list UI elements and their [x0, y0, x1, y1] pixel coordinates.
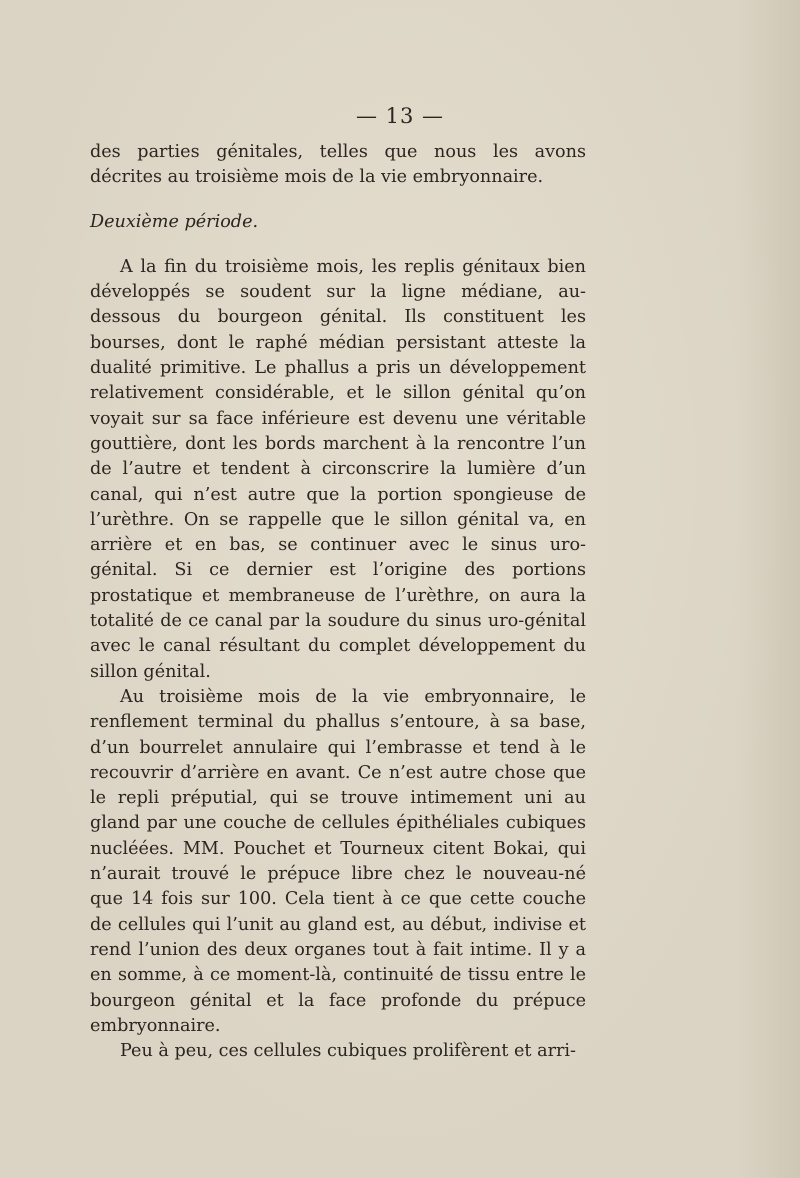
page-number: — 13 — — [355, 104, 445, 128]
section-heading: Deuxième période. — [90, 211, 259, 232]
paragraph-2: Au troisième mois de la vie embryonnaire, le renflement terminal du phallus s’entoure, à sa base, d’un bourrelet annulaire qui l’embrasse et tend à le recouvrir d’arrière en avant. Ce n’est autre chose que le repli préputial, qui se trouve intimement uni au gland par une couche de cellules épithéliales cubiques nucléées. MM. Pouchet et Tourneux citent Bokai, qui n’aurait trouvé le prépuce libre chez le nouveau-né que 14 fois sur 100. Cela tient à ce que cette couche de cellules qui l’unit au gland est, au début, indivise et rend l’union des deux organes tout à fait intime. Il y a en somme, à ce moment-là, continuité de tissu entre le bourgeon génital et la face profonde du prépuce embryonnaire. — [90, 686, 586, 1036]
intro-paragraph: des parties génitales, telles que nous les avons décrites au troisième mois de la vie embryonnaire. — [90, 142, 586, 188]
paragraph-3: Peu à peu, ces cellules cubiques prolifèrent et arri- — [120, 1041, 576, 1062]
body-text — [90, 140, 586, 1064]
paragraph-1: A la fin du troisième mois, les replis génitaux bien développés se soudent sur la ligne médiane, au-dessous du bourgeon génital. Ils constituent les bourses, dont le raphé médian persistant atteste la dualité primitive. Le phallus a pris un développement relativement considérable, et le sillon génital qu’on voyait sur sa face inférieure est devenu une véritable gouttière, dont les bords marchent à la rencontre l’un de l’autre et tendent à circonscrire la lumière d’un canal, qui n’est autre que la portion spongieuse de l’urèthre. On se rappelle que le sillon génital va, en arrière et en bas, se continuer avec le sinus uro-génital. Si ce dernier est l’origine des portions prostatique et membraneuse de l’urèthre, on aura la totalité de ce canal par la soudure du sinus uro-génital avec le canal résultant du complet développement du sillon génital. — [90, 256, 586, 682]
